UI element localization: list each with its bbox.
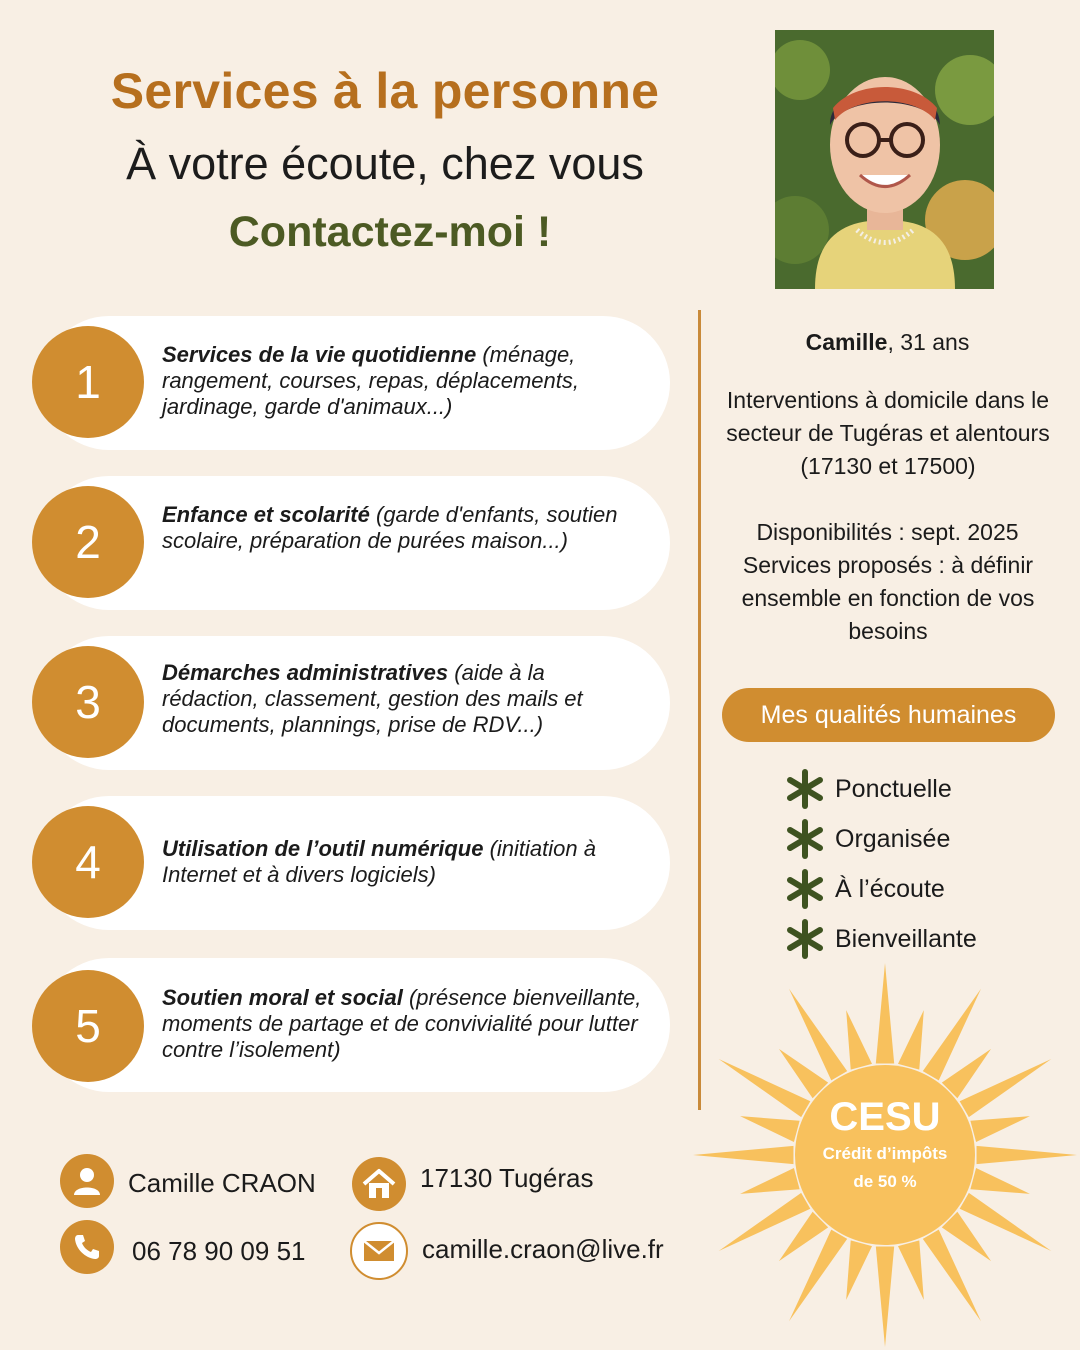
profile-name: Camille: [805, 329, 888, 355]
quality-item: [785, 914, 1065, 964]
service-title-4: Utilisation de l’outil numérique: [162, 836, 484, 861]
service-detail-2: (garde d'enfants, soutien scolaire, préparation de purées maison...): [162, 502, 618, 553]
profile-area: Interventions à domicile dans le secteur de Tugéras et alentours (17130 et 17500): [726, 387, 1050, 479]
service-number-5: 5: [32, 970, 144, 1082]
asterisk-icon: [785, 869, 825, 909]
quality-label: Organisée: [835, 824, 951, 853]
sun-ray: [876, 1247, 894, 1347]
sun-ray: [876, 963, 894, 1063]
asterisk-icon: [785, 919, 825, 959]
home-icon: [352, 1157, 406, 1211]
page-title: Services à la personne: [110, 63, 660, 119]
profile-availability: Disponibilités : sept. 2025: [756, 519, 1019, 545]
cesu-badge: [808, 1094, 962, 1196]
service-detail-4: (initiation à Internet et à divers logiciels): [162, 836, 596, 887]
service-number-3: 3: [32, 646, 144, 758]
cesu-line-1: Crédit d’impôts: [822, 1144, 948, 1163]
person-icon: [60, 1154, 114, 1208]
service-detail-1: (ménage, rangement, courses, repas, déplacements, jardinage, garde d'animaux...): [162, 342, 580, 419]
service-text-5: [162, 985, 642, 1063]
sun-ray: [693, 1146, 793, 1164]
profile-services-note: Services proposés : à définir ensemble en fonction de vos besoins: [741, 552, 1035, 644]
quality-label: Bienveillante: [835, 924, 977, 953]
quality-item: [785, 764, 1065, 814]
service-number-4: 4: [32, 806, 144, 918]
asterisk-icon: [785, 769, 825, 809]
asterisk-icon: [785, 819, 825, 859]
quality-label: Ponctuelle: [835, 774, 952, 803]
sun-ray: [898, 1010, 924, 1070]
qualities-list: [785, 764, 1065, 964]
quality-label: À l’écoute: [835, 874, 945, 903]
profile-name-line: [715, 326, 1060, 359]
contact-email: camille.craon@live.fr: [422, 1234, 664, 1264]
sun-ray: [970, 1168, 1030, 1194]
cesu-label: CESU: [829, 1095, 941, 1139]
service-text-1: [162, 342, 642, 420]
sun-ray: [977, 1146, 1077, 1164]
service-title-2: Enfance et scolarité: [162, 502, 370, 527]
mail-icon: [350, 1222, 408, 1280]
sun-ray: [898, 1240, 924, 1300]
service-text-2: [162, 502, 642, 554]
page-subtitle: À votre écoute, chez vous: [126, 138, 644, 189]
service-number-1: 1: [32, 326, 144, 438]
contact-address: 17130 Tugéras: [420, 1163, 594, 1193]
profile-photo: [775, 30, 994, 289]
quality-item: [785, 864, 1065, 914]
qualities-heading: Mes qualités humaines: [722, 688, 1055, 742]
cesu-line-2: de 50 %: [853, 1172, 917, 1191]
sun-ray: [846, 1010, 872, 1070]
profile-age: , 31 ans: [887, 329, 970, 355]
service-number-2: 2: [32, 486, 144, 598]
quality-item: [785, 814, 1065, 864]
service-title-1: Services de la vie quotidienne: [162, 342, 477, 367]
service-title-3: Démarches administratives: [162, 660, 449, 685]
service-text-3: [162, 660, 642, 738]
sun-ray: [740, 1168, 800, 1194]
service-detail-3: (aide à la rédaction, classement, gestion des mails et documents, plannings, prise de RDV...): [162, 660, 583, 737]
contact-name: Camille CRAON: [128, 1168, 316, 1198]
phone-icon: [60, 1220, 114, 1274]
sun-ray: [740, 1116, 800, 1142]
sun-ray: [970, 1116, 1030, 1142]
contact-phone: 06 78 90 09 51: [132, 1236, 306, 1266]
contact-call-to-action: Contactez-moi !: [228, 208, 552, 256]
service-detail-5: (présence bienveillante, moments de partage et de convivialité pour lutter contre l’isolement): [162, 985, 642, 1062]
service-text-4: [162, 836, 642, 888]
sun-ray: [846, 1240, 872, 1300]
service-title-5: Soutien moral et social: [162, 985, 403, 1010]
